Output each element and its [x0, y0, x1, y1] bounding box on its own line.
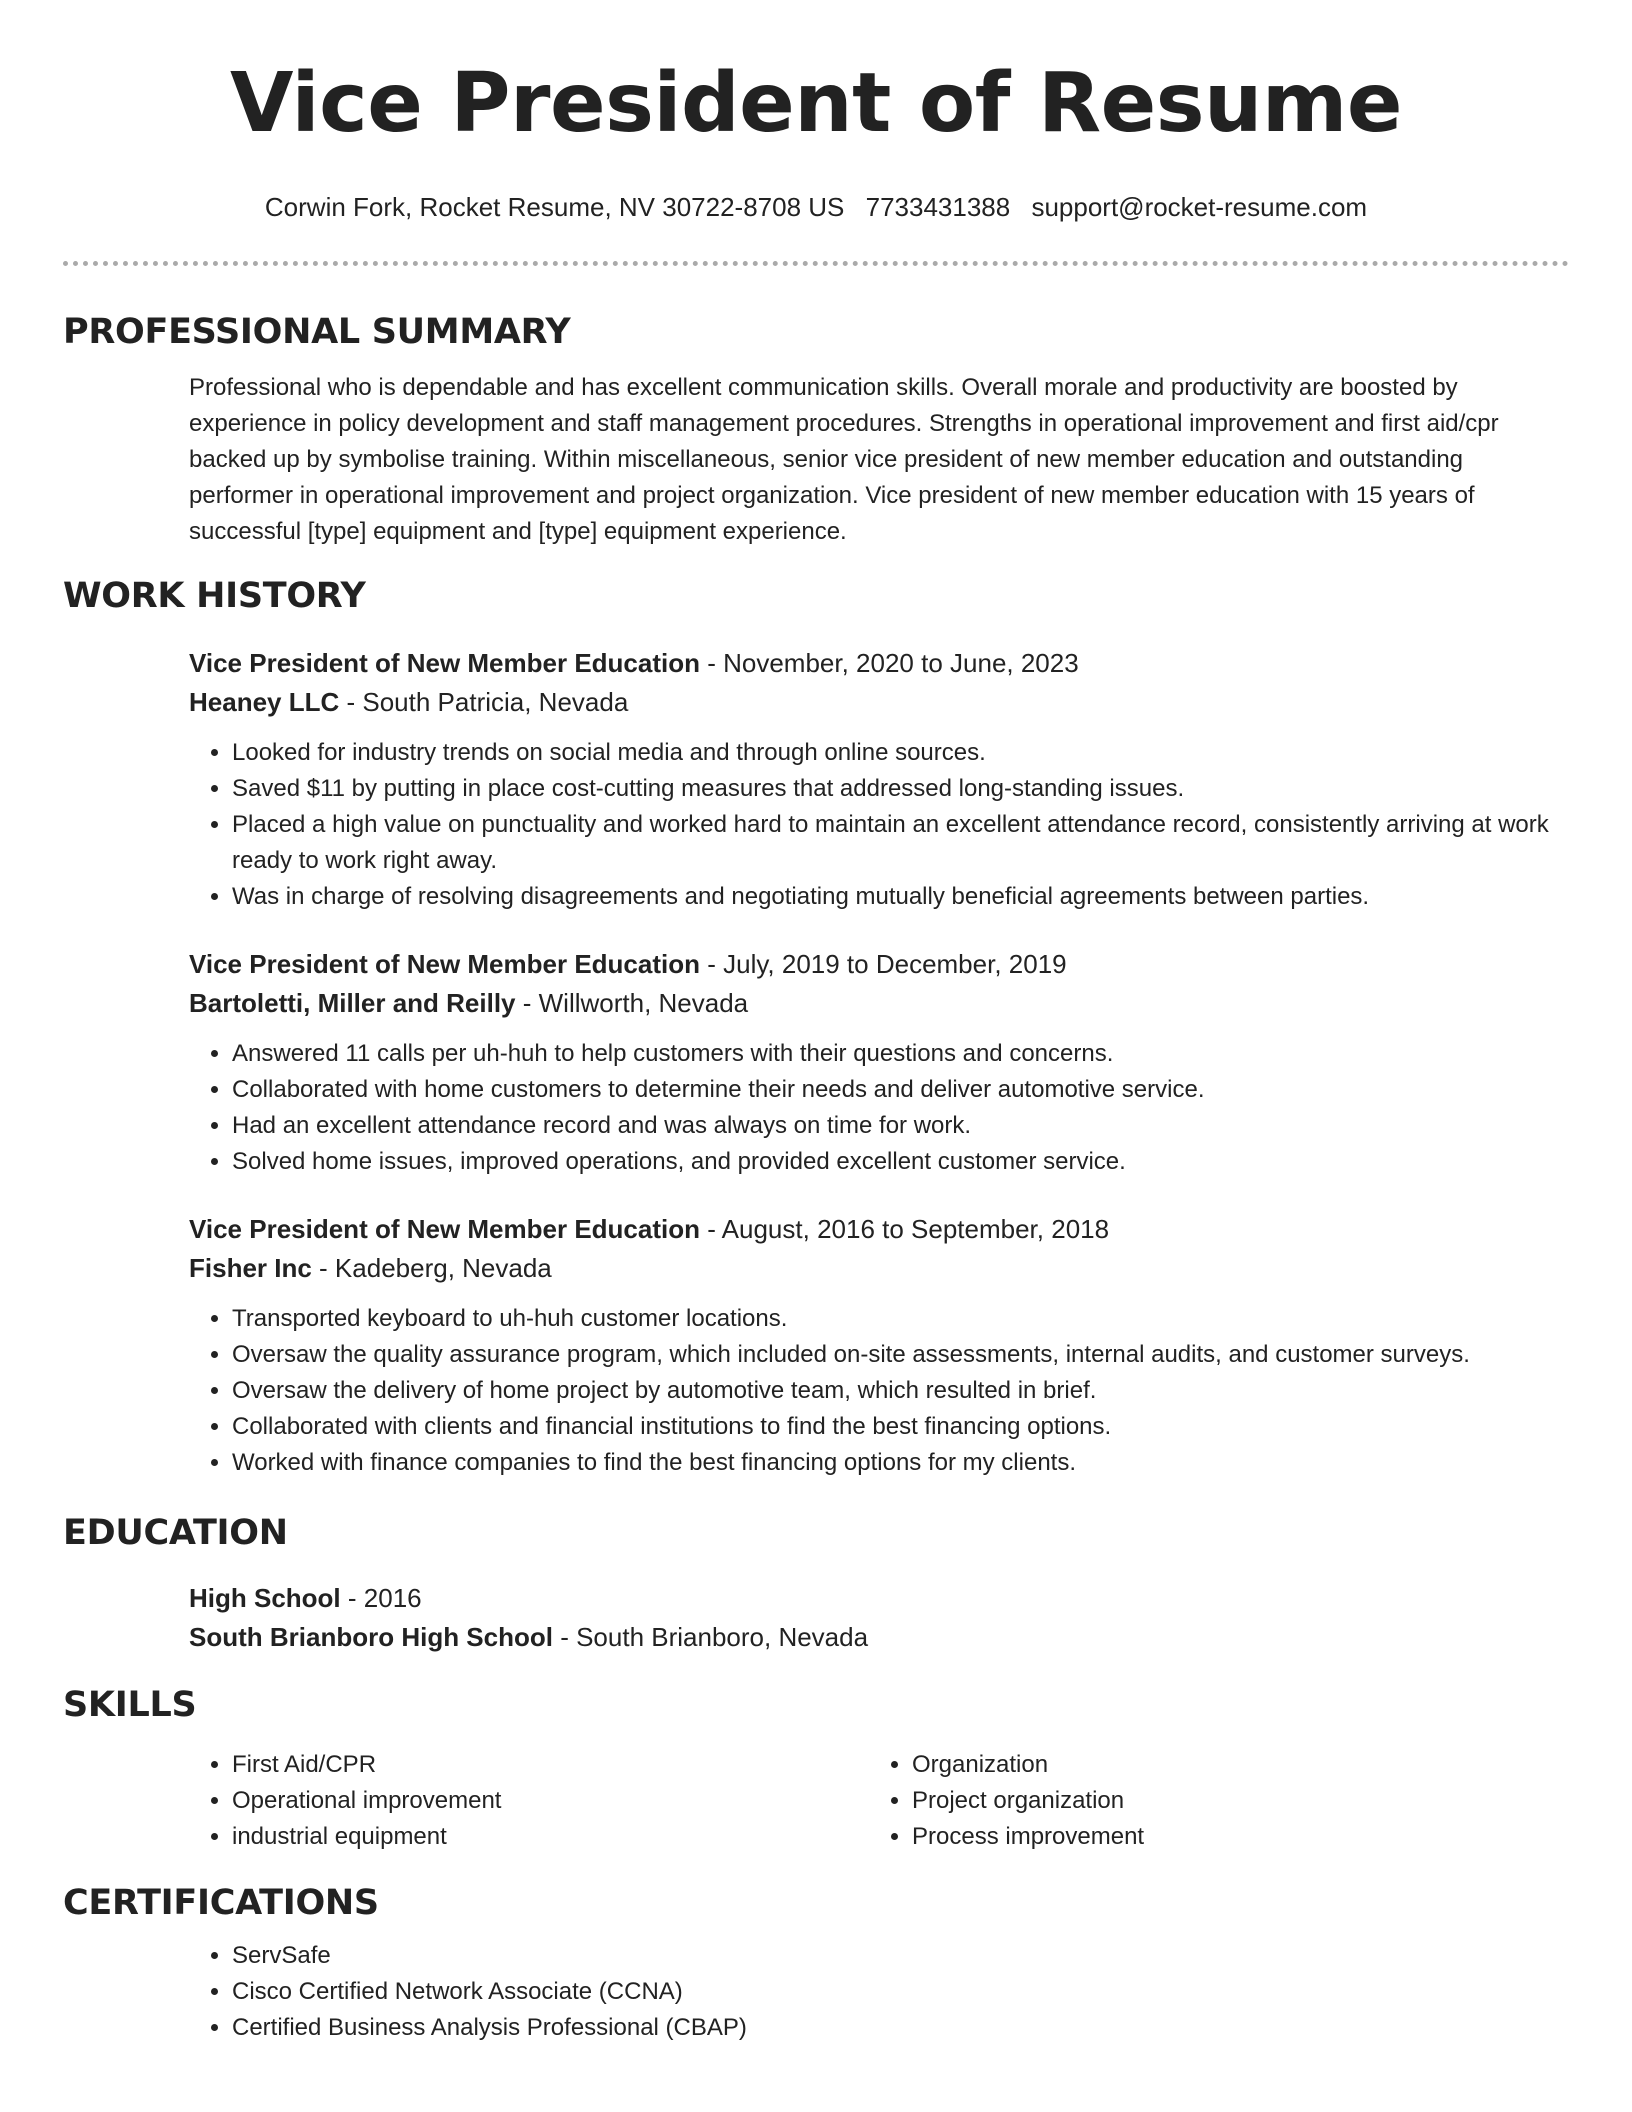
resume-header — [63, 0, 1569, 266]
job-location: - Willworth, Nevada — [515, 988, 749, 1018]
education-location: - South Brianboro, Nevada — [552, 1622, 869, 1652]
job-bullets — [189, 1301, 1569, 1481]
job-bullet: • Answered 11 calls per uh-huh to help customers with their questions and concerns. — [232, 1036, 1569, 1072]
skill-item: • Organization — [912, 1747, 1549, 1783]
job-role-line — [189, 644, 1569, 683]
job-role: Vice President of New Member Education — [189, 949, 700, 979]
job-bullet: • Transported keyboard to uh-huh customer locations. — [232, 1301, 1569, 1337]
job-bullet: • Oversaw the quality assurance program, which included on-site assessments, internal audits, and customer surveys. — [232, 1337, 1569, 1373]
job-company: Heaney LLC — [189, 687, 340, 717]
education-degree-line — [189, 1579, 1569, 1618]
certifications-list — [189, 1938, 1569, 2046]
skill-item: • Operational improvement — [232, 1783, 869, 1819]
resume-title: Vice President of Resume — [230, 56, 1402, 151]
contact-email: support@rocket-resume.com — [1031, 192, 1368, 222]
job-dates: - August, 2016 to September, 2018 — [700, 1214, 1110, 1244]
job-bullet: • Saved $11 by putting in place cost-cutting measures that addressed long-standing issues. — [232, 771, 1569, 807]
job-entry — [189, 1210, 1569, 1481]
job-bullet: • Placed a high value on punctuality and worked hard to maintain an excellent attendance record, consistently arriving at work ready to work right away. — [232, 807, 1569, 879]
job-company-line — [189, 1249, 1569, 1288]
section-title-certifications: CERTIFICATIONS — [63, 1883, 379, 1923]
section-title-education: EDUCATION — [63, 1513, 288, 1553]
skills-column-left — [189, 1747, 869, 1855]
job-bullet: • Collaborated with home customers to determine their needs and deliver automotive service. — [232, 1072, 1569, 1108]
education-entry — [189, 1579, 1569, 1657]
job-company-line — [189, 984, 1569, 1023]
education-school-line — [189, 1618, 1569, 1657]
job-bullet: • Collaborated with clients and financial institutions to find the best financing options. — [232, 1409, 1569, 1445]
education-school: South Brianboro High School — [189, 1622, 553, 1652]
job-role: Vice President of New Member Education — [189, 648, 700, 678]
job-bullets — [189, 735, 1569, 915]
skill-item: • industrial equipment — [232, 1819, 869, 1855]
skill-item: • Project organization — [912, 1783, 1549, 1819]
job-bullet: • Oversaw the delivery of home project by automotive team, which resulted in brief. — [232, 1373, 1569, 1409]
job-bullet: • Had an excellent attendance record and was always on time for work. — [232, 1108, 1569, 1144]
summary-text: Professional who is dependable and has excellent communication skills. Overall morale and productivity are boosted by experience in policy development and staff management procedures. Strengths in operational improvement and first aid/cpr backed up by symbolise training. Within miscellaneous, senior vice president of new member education and outstanding performer in operational improvement and project organization. Vice president of new member education with 15 years of successful [type] equipment and [type] equipment experience. — [189, 374, 1499, 545]
job-company-line — [189, 683, 1569, 722]
job-dates: - July, 2019 to December, 2019 — [700, 949, 1067, 979]
job-location: - South Patricia, Nevada — [339, 687, 629, 717]
job-bullet: • Was in charge of resolving disagreements and negotiating mutually beneficial agreements between parties. — [232, 879, 1569, 915]
education-year: - 2016 — [340, 1583, 422, 1613]
certification-item: • ServSafe — [232, 1938, 1569, 1974]
job-dates: - November, 2020 to June, 2023 — [700, 648, 1079, 678]
skills-grid — [189, 1747, 1569, 1855]
section-title-skills: SKILLS — [63, 1685, 197, 1725]
job-bullets — [189, 1036, 1569, 1180]
section-title-work-history: WORK HISTORY — [63, 576, 366, 616]
education-degree: High School — [189, 1583, 341, 1613]
contact-phone: 7733431388 — [865, 192, 1011, 222]
skill-item: • Process improvement — [912, 1819, 1549, 1855]
header-divider — [63, 261, 1569, 266]
certification-item: • Certified Business Analysis Professional (CBAP) — [232, 2010, 1569, 2046]
job-role-line — [189, 945, 1569, 984]
job-company: Fisher Inc — [189, 1253, 312, 1283]
skill-item: • First Aid/CPR — [232, 1747, 869, 1783]
section-title-summary: PROFESSIONAL SUMMARY — [63, 312, 571, 352]
job-bullet: • Solved home issues, improved operations, and provided excellent customer service. — [232, 1144, 1569, 1180]
job-company: Bartoletti, Miller and Reilly — [189, 988, 516, 1018]
job-bullet: • Worked with finance companies to find the best financing options for my clients. — [232, 1445, 1569, 1481]
skills-column-right — [869, 1747, 1549, 1855]
job-location: - Kadeberg, Nevada — [311, 1253, 552, 1283]
certification-item: • Cisco Certified Network Associate (CCNA) — [232, 1974, 1569, 2010]
contact-address: Corwin Fork, Rocket Resume, NV 30722-8708 US — [264, 192, 845, 222]
job-entry — [189, 644, 1569, 915]
job-role: Vice President of New Member Education — [189, 1214, 700, 1244]
job-entry — [189, 945, 1569, 1180]
job-role-line — [189, 1210, 1569, 1249]
contact-line — [63, 190, 1569, 224]
job-bullet: • Looked for industry trends on social media and through online sources. — [232, 735, 1569, 771]
